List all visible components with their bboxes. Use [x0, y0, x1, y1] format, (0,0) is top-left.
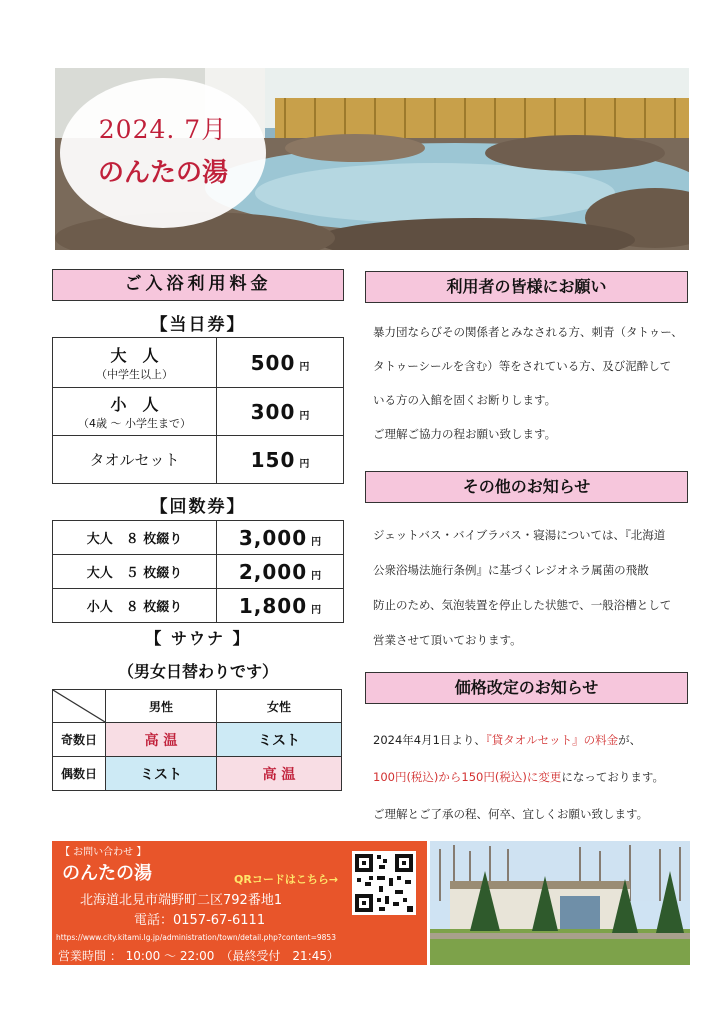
yen-unit: 円 — [311, 604, 322, 616]
hero-title-badge — [60, 78, 266, 228]
notice-line: いる方の入館を固くお断りします。 — [373, 393, 557, 407]
sauna-header-male: 男性 — [106, 690, 217, 723]
notice-users-body — [373, 318, 693, 448]
table-row — [53, 338, 344, 388]
table-row — [53, 723, 342, 757]
fee-note: （4歳 ～ 小学生まで） — [78, 417, 191, 430]
fee-price: 500 — [250, 350, 296, 375]
fee-name-cell — [53, 338, 217, 388]
fee-price: 300 — [250, 399, 296, 424]
fee-note: （中学生以上） — [96, 368, 173, 381]
sauna-table — [52, 689, 342, 791]
fee-price-cell — [217, 436, 344, 484]
notice-line — [373, 726, 693, 754]
table-row — [53, 757, 342, 791]
sauna-header-female: 女性 — [217, 690, 342, 723]
contact-phone: 電話：0157-67-6111 — [134, 913, 266, 928]
coupon-label: 【回数券】 — [150, 497, 246, 517]
notice-other-title: その他のお知らせ — [365, 471, 688, 503]
sauna-hot: 高 温 — [217, 757, 342, 791]
contact-name: のんたの湯 — [62, 863, 152, 884]
coupon-price-cell — [217, 555, 344, 589]
coupon-price: 3,000 — [238, 525, 308, 550]
yen-unit: 円 — [299, 361, 310, 373]
day-ticket-table — [52, 337, 344, 484]
notice-line: ご理解ご協力の程お願い致します。 — [373, 427, 557, 441]
contact-url[interactable]: https://www.city.kitami.lg.jp/administration/town/detail.php?content=9853 — [56, 933, 336, 942]
table-row — [53, 690, 342, 723]
coupon-price-cell — [217, 521, 344, 555]
coupon-price: 2,000 — [238, 559, 308, 584]
contact-box — [52, 841, 427, 965]
table-row — [53, 555, 344, 589]
coupon-price: 1,800 — [238, 593, 308, 618]
notice-line: ご理解とご了承の程、何卒、宜しくお願い致します。 — [373, 807, 649, 821]
notice-price-body — [373, 726, 693, 828]
fee-price-cell — [217, 388, 344, 436]
notice-text: 2024年4月1日より、 — [373, 733, 486, 747]
hero-facility-name: のんたの湯 — [97, 158, 228, 188]
fee-price-cell — [217, 338, 344, 388]
coupon-name: 小人 ８ 枚綴り — [53, 589, 217, 623]
notice-line: ジェットバス・バイブラバス・寝湯については、『北海道 — [373, 528, 666, 542]
notice-line — [373, 763, 693, 791]
fee-name: 小 人 — [110, 395, 159, 414]
fee-price: 150 — [250, 447, 296, 472]
fees-title: ご入浴利用料金 — [52, 269, 344, 301]
sauna-corner-cell — [53, 690, 106, 723]
sauna-day: 偶数日 — [53, 757, 106, 791]
notice-line: タトゥーシールを含む）等をされている方、及び泥酔して — [373, 359, 672, 373]
notice-users-title: 利用者の皆様にお願い — [365, 271, 688, 303]
facility-photo — [430, 841, 690, 965]
coupon-table — [52, 520, 344, 623]
fee-name: 大 人 — [110, 346, 159, 365]
notice-price-title: 価格改定のお知らせ — [365, 672, 688, 704]
coupon-name: 大人 ５ 枚綴り — [53, 555, 217, 589]
contact-address: 北海道北見市端野町二区792番地1 — [80, 893, 283, 908]
day-ticket-label: 【当日券】 — [150, 315, 246, 335]
qr-link-text[interactable]: QRコードはこちら→ — [234, 873, 339, 886]
notice-line: 公衆浴場法施行条例』に基づくレジオネラ属菌の飛散 — [373, 563, 649, 577]
notice-text: になっております。 — [561, 770, 664, 784]
qr-code-icon[interactable] — [352, 851, 416, 915]
contact-label: 【 お問い合わせ 】 — [60, 847, 147, 858]
notice-text: が、 — [618, 733, 642, 747]
coupon-price-cell — [217, 589, 344, 623]
notice-other-body — [373, 521, 693, 654]
notice-highlight: 『貸タオルセット』の料金 — [485, 733, 619, 747]
fee-name: タオルセット — [53, 436, 217, 484]
table-row — [53, 589, 344, 623]
yen-unit: 円 — [299, 410, 310, 422]
coupon-name: 大人 ８ 枚綴り — [53, 521, 217, 555]
table-row — [53, 388, 344, 436]
sauna-hot: 高 温 — [106, 723, 217, 757]
yen-unit: 円 — [311, 536, 322, 548]
hero-date: 2024. 7月 — [98, 115, 228, 144]
opening-hours: 営業時間 ： 10:00 ～ 22:00 （最終受付 21:45） — [58, 949, 340, 963]
sauna-mist: ミスト — [106, 757, 217, 791]
notice-line: 暴力団ならびその関係者とみなされる方、刺青（タトゥー、 — [373, 325, 683, 339]
sauna-note: （男女日替わりです） — [117, 662, 278, 681]
notice-line: 防止のため、気泡装置を停止した状態で、一般浴槽として — [373, 598, 672, 612]
yen-unit: 円 — [311, 570, 322, 582]
notice-line: 営業させて頂いております。 — [373, 633, 522, 647]
sauna-label: 【 サウナ 】 — [145, 629, 251, 648]
fee-name-cell — [53, 388, 217, 436]
table-row — [53, 436, 344, 484]
table-row — [53, 521, 344, 555]
notice-highlight: 100円(税込)から150円(税込)に変更 — [373, 770, 562, 784]
sauna-mist: ミスト — [217, 723, 342, 757]
yen-unit: 円 — [299, 458, 310, 470]
sauna-day: 奇数日 — [53, 723, 106, 757]
